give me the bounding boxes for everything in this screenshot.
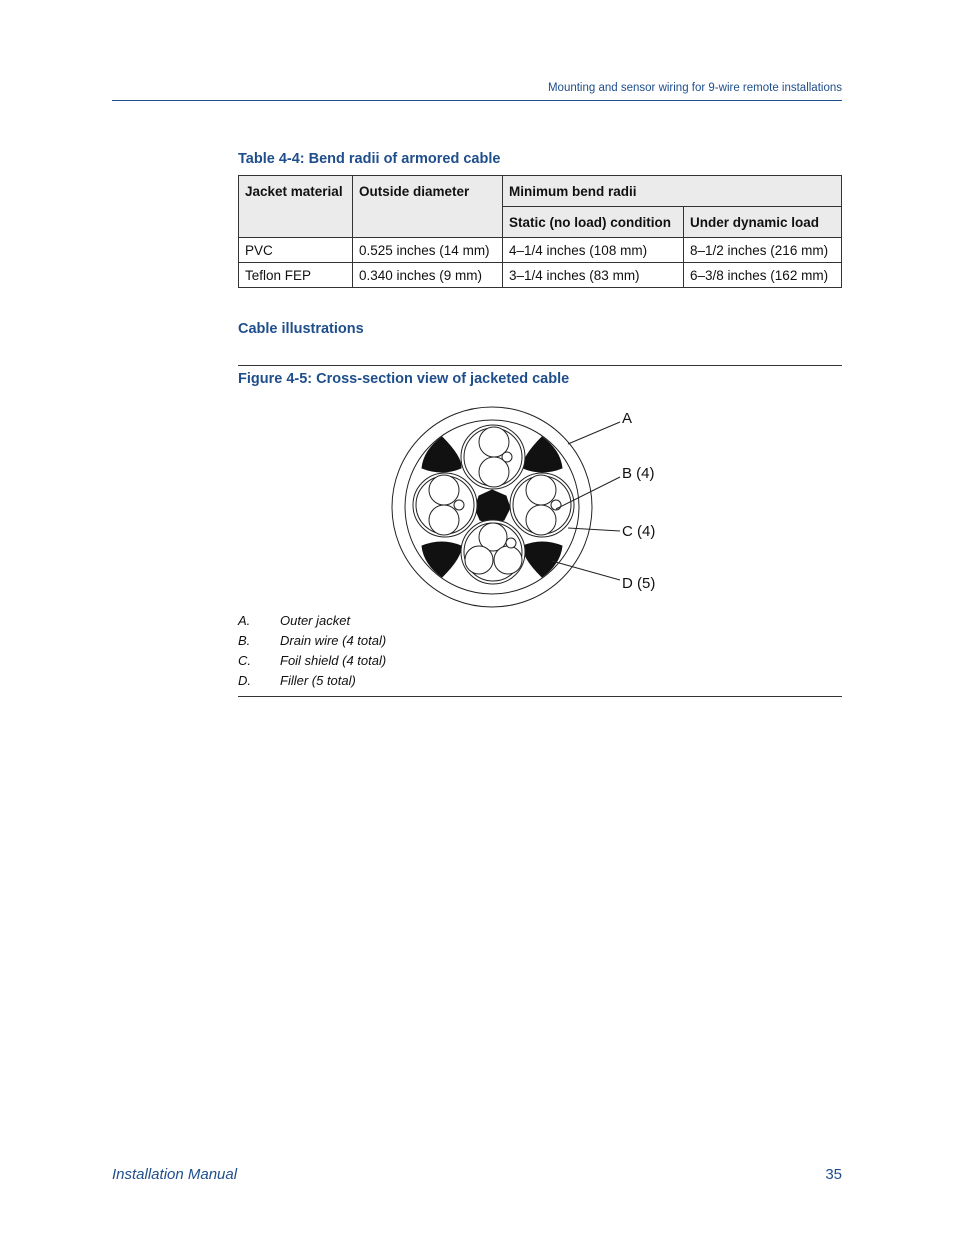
list-item <box>238 611 842 631</box>
conductor-circle <box>429 505 459 535</box>
header-dynamic: Under dynamic load <box>684 207 842 238</box>
cell-static: 3–1/4 inches (83 mm) <box>503 263 684 288</box>
drain-wire-circle <box>502 452 512 462</box>
drain-wire-circle <box>506 538 516 548</box>
list-item <box>238 631 842 651</box>
drain-wire-circle <box>454 500 464 510</box>
legend-key: C. <box>238 653 251 668</box>
cell-static: 4–1/4 inches (108 mm) <box>503 238 684 263</box>
header-outside-diameter: Outside diameter <box>353 176 503 238</box>
page-number: 35 <box>825 1166 842 1183</box>
filler-shape <box>422 437 461 472</box>
header-jacket-material: Jacket material <box>239 176 353 238</box>
callout-c: C (4) <box>622 523 656 540</box>
legend-desc: Filler (5 total) <box>280 673 356 688</box>
conductor-circle <box>526 475 556 505</box>
filler-shape <box>422 542 461 577</box>
cell-dynamic: 6–3/8 inches (162 mm) <box>684 263 842 288</box>
legend-desc: Drain wire (4 total) <box>280 633 387 648</box>
leader-line-a <box>568 422 620 444</box>
figure-top-rule <box>238 365 842 366</box>
list-item <box>238 651 842 671</box>
running-header: Mounting and sensor wiring for 9-wire remote installations <box>547 82 842 94</box>
cell-material: PVC <box>239 238 353 263</box>
conductor-circle <box>429 475 459 505</box>
cable-cross-section-diagram <box>380 400 680 610</box>
list-item <box>238 671 842 691</box>
figure-bottom-rule <box>238 696 842 697</box>
bend-radii-table <box>238 175 842 288</box>
callout-d: D (5) <box>622 575 656 592</box>
conductor-circle <box>494 546 522 574</box>
legend-key: B. <box>238 633 251 648</box>
leader-line-d <box>552 561 620 580</box>
legend-key: A. <box>238 613 251 628</box>
table-row <box>239 238 842 263</box>
filler-shape <box>523 542 562 577</box>
footer-manual-title: Installation Manual <box>112 1166 238 1183</box>
cell-diameter: 0.340 inches (9 mm) <box>353 263 503 288</box>
header-rule <box>112 100 842 101</box>
table-caption: Table 4-4: Bend radii of armored cable <box>238 151 501 167</box>
legend-desc: Foil shield (4 total) <box>280 653 387 668</box>
legend-key: D. <box>238 673 251 688</box>
header-static: Static (no load) condition <box>503 207 684 238</box>
section-heading: Cable illustrations <box>238 321 364 337</box>
cell-diameter: 0.525 inches (14 mm) <box>353 238 503 263</box>
conductor-circle <box>526 505 556 535</box>
legend-desc: Outer jacket <box>280 613 351 628</box>
header-minimum-bend-radii: Minimum bend radii <box>503 176 842 207</box>
filler-shape <box>523 437 562 472</box>
conductor-circle <box>465 546 493 574</box>
callout-a: A <box>622 410 633 427</box>
table-row <box>239 263 842 288</box>
figure-caption: Figure 4-5: Cross-section view of jacketed cable <box>238 371 570 387</box>
callout-b: B (4) <box>622 465 655 482</box>
cell-dynamic: 8–1/2 inches (216 mm) <box>684 238 842 263</box>
cell-material: Teflon FEP <box>239 263 353 288</box>
figure-legend <box>238 611 842 691</box>
